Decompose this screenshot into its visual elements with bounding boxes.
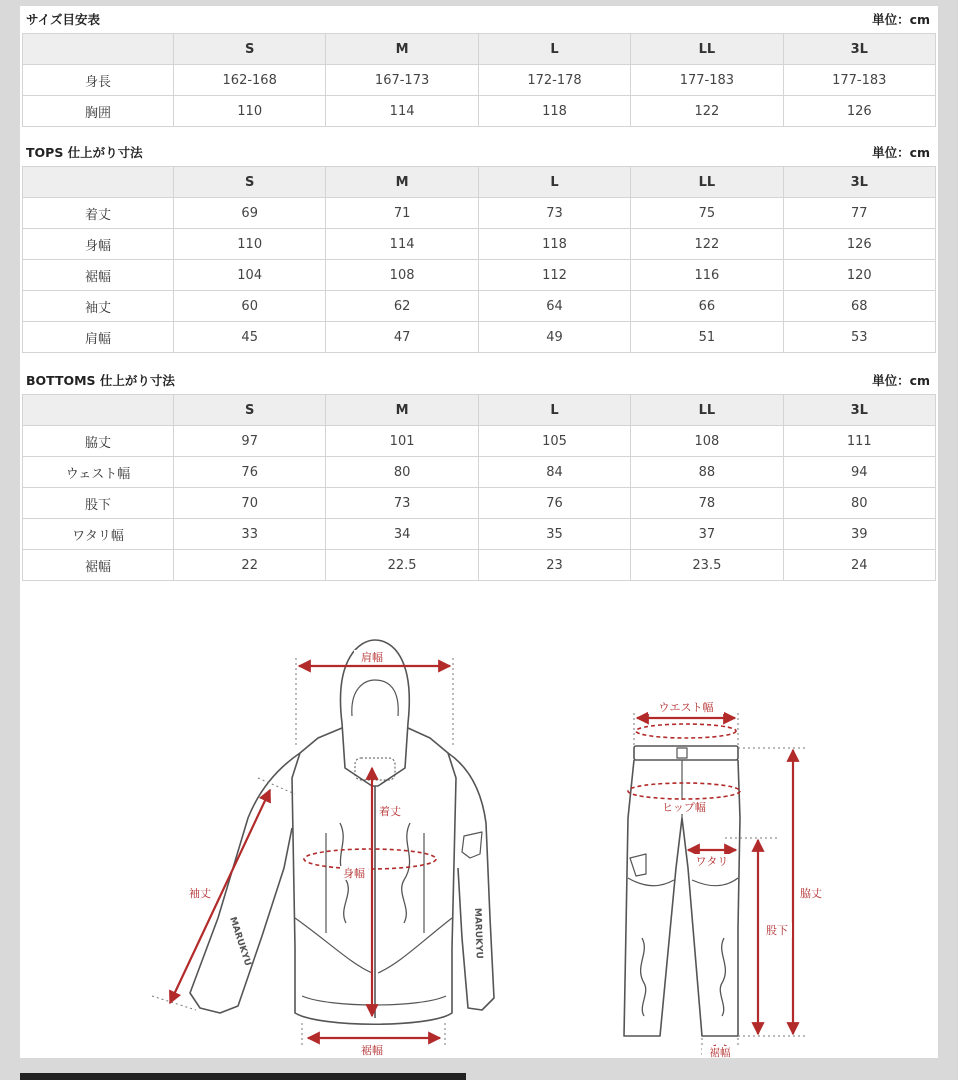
value-cell: 49	[478, 322, 630, 353]
table-row	[23, 229, 936, 260]
jacket-brand-text: MARUKYU	[472, 907, 484, 960]
table-row	[23, 322, 936, 353]
row-label-cell: 着丈	[23, 198, 174, 229]
size-header-cell: L	[478, 167, 630, 198]
label-length: 着丈	[379, 805, 401, 818]
table-row	[23, 488, 936, 519]
unit-label: 単位：cm	[872, 145, 930, 160]
value-cell: 33	[174, 519, 326, 550]
value-cell: 80	[326, 457, 478, 488]
value-cell: 23	[478, 550, 630, 581]
table-row	[23, 457, 936, 488]
value-cell: 105	[478, 426, 630, 457]
label-pants-hem: 裾幅	[709, 1047, 731, 1058]
value-cell: 69	[174, 198, 326, 229]
row-label-cell: 身長	[23, 65, 174, 96]
value-cell: 116	[631, 260, 783, 291]
pants-measure-lines	[628, 718, 793, 1051]
label-waist-width: ウエスト幅	[658, 701, 714, 714]
table-title-tops: TOPS 仕上がり寸法	[26, 145, 143, 160]
table-row	[23, 519, 936, 550]
value-cell: 122	[631, 229, 783, 260]
jacket-brand-text: MARUKYU	[227, 915, 253, 968]
table-title-bottoms: BOTTOMS 仕上がり寸法	[26, 373, 175, 388]
row-label-cell: ワタリ幅	[23, 519, 174, 550]
value-cell: 97	[174, 426, 326, 457]
value-cell: 80	[783, 488, 935, 519]
bottoms-size-table	[22, 394, 936, 581]
table-row	[23, 96, 936, 127]
measurement-diagram	[20, 618, 938, 1058]
table-row	[23, 426, 936, 457]
value-cell: 34	[326, 519, 478, 550]
row-label-cell: 裾幅	[23, 260, 174, 291]
value-cell: 167-173	[326, 65, 478, 96]
value-cell: 120	[783, 260, 935, 291]
value-cell: 118	[478, 229, 630, 260]
header-corner-cell	[23, 395, 174, 426]
value-cell: 172-178	[478, 65, 630, 96]
table-row	[23, 65, 936, 96]
value-cell: 177-183	[783, 65, 935, 96]
value-cell: 37	[631, 519, 783, 550]
row-label-cell: 肩幅	[23, 322, 174, 353]
value-cell: 64	[478, 291, 630, 322]
value-cell: 94	[783, 457, 935, 488]
size-header-cell: LL	[631, 395, 783, 426]
label-thigh: ワタリ	[695, 855, 729, 868]
value-cell: 118	[478, 96, 630, 127]
unit-label: 単位：cm	[872, 373, 930, 388]
row-label-cell: 袖丈	[23, 291, 174, 322]
value-cell: 114	[326, 96, 478, 127]
value-cell: 22.5	[326, 550, 478, 581]
value-cell: 35	[478, 519, 630, 550]
value-cell: 111	[783, 426, 935, 457]
label-inseam: 股下	[766, 924, 788, 937]
value-cell: 126	[783, 96, 935, 127]
value-cell: 22	[174, 550, 326, 581]
value-cell: 108	[326, 260, 478, 291]
label-body-width: 身幅	[343, 867, 365, 880]
row-label-cell: 裾幅	[23, 550, 174, 581]
value-cell: 66	[631, 291, 783, 322]
value-cell: 76	[174, 457, 326, 488]
value-cell: 45	[174, 322, 326, 353]
size-header-cell: LL	[631, 34, 783, 65]
pants-illustration	[624, 746, 740, 1036]
unit-label: 単位：cm	[872, 12, 930, 27]
jacket-illustration	[190, 640, 494, 1024]
size-header-cell: M	[326, 34, 478, 65]
table-header-row	[23, 167, 936, 198]
size-chart-page	[20, 6, 938, 1058]
value-cell: 51	[631, 322, 783, 353]
value-cell: 84	[478, 457, 630, 488]
value-cell: 76	[478, 488, 630, 519]
size-header-cell: 3L	[783, 167, 935, 198]
row-label-cell: 身幅	[23, 229, 174, 260]
value-cell: 73	[478, 198, 630, 229]
table-title-size-guide: サイズ目安表	[26, 12, 101, 27]
value-cell: 108	[631, 426, 783, 457]
header-corner-cell	[23, 34, 174, 65]
table-header-row	[23, 34, 936, 65]
value-cell: 104	[174, 260, 326, 291]
value-cell: 39	[783, 519, 935, 550]
bottom-bar	[20, 1073, 466, 1080]
label-hem-width: 裾幅	[361, 1044, 383, 1057]
row-label-cell: 脇丈	[23, 426, 174, 457]
label-hip-width: ヒップ幅	[662, 801, 706, 814]
value-cell: 112	[478, 260, 630, 291]
row-label-cell: ウェスト幅	[23, 457, 174, 488]
value-cell: 88	[631, 457, 783, 488]
label-sleeve-length: 袖丈	[189, 887, 211, 900]
value-cell: 122	[631, 96, 783, 127]
size-header-cell: S	[174, 395, 326, 426]
value-cell: 114	[326, 229, 478, 260]
size-header-cell: L	[478, 395, 630, 426]
value-cell: 68	[783, 291, 935, 322]
size-header-cell: 3L	[783, 395, 935, 426]
value-cell: 47	[326, 322, 478, 353]
value-cell: 110	[174, 96, 326, 127]
value-cell: 101	[326, 426, 478, 457]
value-cell: 71	[326, 198, 478, 229]
size-header-cell: 3L	[783, 34, 935, 65]
tops-size-table	[22, 166, 936, 353]
value-cell: 23.5	[631, 550, 783, 581]
row-label-cell: 股下	[23, 488, 174, 519]
value-cell: 24	[783, 550, 935, 581]
label-shoulder-width: 肩幅	[361, 651, 383, 664]
table-row	[23, 198, 936, 229]
size-header-cell: S	[174, 34, 326, 65]
value-cell: 60	[174, 291, 326, 322]
value-cell: 73	[326, 488, 478, 519]
size-header-cell: M	[326, 167, 478, 198]
table-row	[23, 291, 936, 322]
header-corner-cell	[23, 167, 174, 198]
table-row	[23, 550, 936, 581]
value-cell: 177-183	[631, 65, 783, 96]
value-cell: 77	[783, 198, 935, 229]
size-header-cell: M	[326, 395, 478, 426]
value-cell: 75	[631, 198, 783, 229]
label-outseam: 脇丈	[800, 887, 822, 900]
size-header-cell: L	[478, 34, 630, 65]
value-cell: 78	[631, 488, 783, 519]
value-cell: 70	[174, 488, 326, 519]
size-header-cell: LL	[631, 167, 783, 198]
value-cell: 62	[326, 291, 478, 322]
table-row	[23, 260, 936, 291]
value-cell: 53	[783, 322, 935, 353]
value-cell: 110	[174, 229, 326, 260]
row-label-cell: 胸囲	[23, 96, 174, 127]
value-cell: 162-168	[174, 65, 326, 96]
table-header-row	[23, 395, 936, 426]
size-header-cell: S	[174, 167, 326, 198]
size-guide-table	[22, 33, 936, 127]
value-cell: 126	[783, 229, 935, 260]
